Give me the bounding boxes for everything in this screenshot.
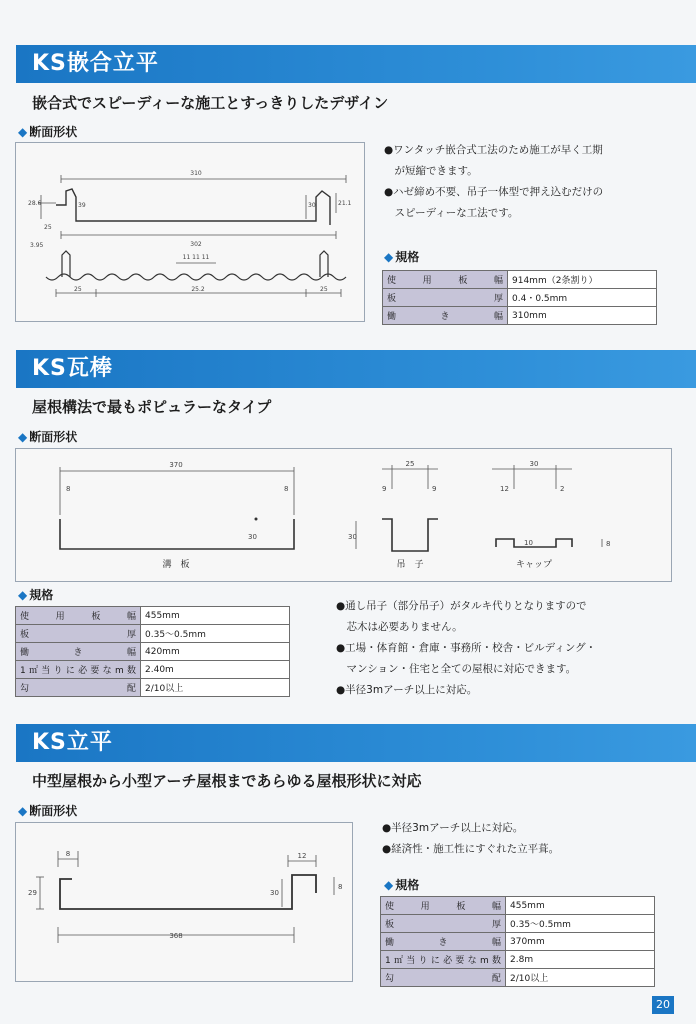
table-row — [16, 625, 290, 643]
section-label-cross-section: ◆ 断面形状 — [18, 802, 77, 819]
spec-value: 310mm — [508, 307, 657, 325]
spec-value: 2.40m — [141, 661, 290, 679]
table-row — [383, 271, 657, 289]
spec-label: ◆ 規格 — [384, 248, 419, 265]
section-title-ks-kawarabou: KS瓦棒 — [16, 350, 696, 388]
dim-cap-b: 10 — [524, 539, 533, 547]
dim-cap-e1: 12 — [500, 485, 509, 493]
cross-section-diagram — [16, 449, 671, 581]
section-title-ks-kangou-tatehira: KS嵌合立平 — [16, 45, 696, 83]
spec-key: 働き幅 — [381, 933, 506, 951]
dim-clip-e1: 9 — [382, 485, 387, 493]
section-label-cross-section: ◆ 断面形状 — [18, 428, 77, 445]
bullet-text: スピーディーな工法です。 — [384, 207, 519, 219]
spec-value: 420mm — [141, 643, 290, 661]
spec-key: 板厚 — [383, 289, 508, 307]
spec-value: 2/10以上 — [506, 969, 655, 987]
dim-d5: 21.1 — [338, 200, 352, 207]
section-subtitle: 中型屋根から小型アーチ屋根まであらゆる屋根形状に対応 — [32, 772, 422, 790]
dim-clip-w: 25 — [405, 460, 415, 468]
dim-d9: 25.2 — [191, 286, 205, 293]
table-row — [16, 661, 290, 679]
dim-d2: 39 — [78, 202, 86, 209]
dim-tray-e2: 8 — [284, 485, 289, 493]
spec-table — [382, 270, 657, 325]
table-row — [381, 933, 655, 951]
dim-d8: 25 — [74, 286, 82, 293]
page-number: 20 — [652, 996, 674, 1014]
cross-section-diagram-box — [15, 142, 365, 322]
table-row — [383, 289, 657, 307]
s3-bullets — [382, 818, 559, 860]
spec-key: 使用板幅 — [383, 271, 508, 289]
spec-value: 370mm — [506, 933, 655, 951]
table-row — [381, 915, 655, 933]
spec-table — [380, 896, 655, 987]
dim-e2: 12 — [297, 852, 307, 860]
table-row — [381, 951, 655, 969]
bullet-text: ●ハゼ締め不要、吊子一体型で押え込むだけの — [384, 186, 604, 198]
dim-top: 310 — [190, 170, 202, 177]
dim-bottom: 302 — [190, 241, 202, 248]
spec-value: 0.35～0.5mm — [141, 625, 290, 643]
table-row — [381, 897, 655, 915]
dim-tray-h: 30 — [248, 533, 257, 541]
spec-value: 0.35～0.5mm — [506, 915, 655, 933]
dim-cap-e2: 2 — [560, 485, 565, 493]
dim-cap-w: 30 — [529, 460, 539, 468]
spec-key: 板厚 — [381, 915, 506, 933]
spec-value: 0.4・0.5mm — [508, 289, 657, 307]
section-subtitle: 嵌合式でスピーディーな施工とすっきりしたデザイン — [32, 94, 389, 112]
bullet-text: が短縮できます。 — [384, 165, 478, 177]
dim-tray-e1: 8 — [66, 485, 71, 493]
dim-e1: 8 — [65, 850, 71, 858]
cross-section-diagram-box — [15, 822, 353, 982]
section-label-cross-section: ◆ 断面形状 — [18, 123, 77, 140]
bullet-text: ●半径3mアーチ以上に対応。 — [336, 684, 478, 696]
cross-section-diagram — [16, 143, 364, 321]
dim-cap-h: 8 — [606, 540, 611, 548]
bullet-text: マンション・住宅と全ての屋根に対応できます。 — [336, 663, 577, 675]
dim-e3: 8 — [338, 883, 343, 891]
dim-w: 368 — [169, 932, 183, 940]
spec-key: 使用板幅 — [381, 897, 506, 915]
spec-label: ◆ 規格 — [18, 586, 53, 603]
table-row — [16, 607, 290, 625]
spec-value: 2/10以上 — [141, 679, 290, 697]
bullet-text: ●工場・体育館・倉庫・事務所・校舎・ビルディング・ — [336, 642, 597, 654]
spec-value: 914mm（2条割り） — [508, 271, 657, 289]
dim-clip-e2: 9 — [432, 485, 437, 493]
bullet-text: ●通し吊子（部分吊子）がタルキ代りとなりますので — [336, 600, 587, 612]
spec-value: 2.8m — [506, 951, 655, 969]
cross-section-diagram — [16, 823, 352, 981]
section-subtitle: 屋根構法で最もポピュラーなタイプ — [32, 398, 272, 416]
cross-section-diagram-box — [15, 448, 672, 582]
table-row — [16, 679, 290, 697]
table-row — [383, 307, 657, 325]
spec-label: ◆ 規格 — [384, 876, 419, 893]
spec-key: 板厚 — [16, 625, 141, 643]
dim-h2: 30 — [270, 889, 279, 897]
caption-clip: 吊 子 — [396, 560, 424, 570]
spec-key: 1㎡当りに必要なm数 — [16, 661, 141, 679]
spec-key: 勾配 — [16, 679, 141, 697]
spec-key: 働き幅 — [16, 643, 141, 661]
spec-key: 使用板幅 — [16, 607, 141, 625]
spec-value: 455mm — [506, 897, 655, 915]
dim-d4: 30 — [308, 202, 316, 209]
bullet-text: 芯木は必要ありません。 — [336, 621, 463, 633]
dim-d6: 3.95 — [30, 242, 44, 249]
bullet-text: ●経済性・施工性にすぐれた立平葺。 — [382, 843, 560, 855]
dim-clip-h: 30 — [348, 533, 357, 541]
bullet-text: ●ワンタッチ嵌合式工法のため施工が早く工期 — [384, 144, 603, 156]
s1-bullets — [384, 140, 603, 224]
dim-d7: 11 11 11 — [182, 254, 210, 261]
dim-d1: 28.6 — [28, 200, 42, 207]
caption-cap: キャップ — [515, 560, 553, 570]
s2-bullets — [336, 596, 596, 701]
spec-value: 455mm — [141, 607, 290, 625]
spec-key: 働き幅 — [383, 307, 508, 325]
bullet-text: ●半径3mアーチ以上に対応。 — [382, 822, 524, 834]
caption-tray: 溝 板 — [162, 560, 190, 570]
section-title-ks-tatehira: KS立平 — [16, 724, 696, 762]
spec-key: 1㎡当りに必要なm数 — [381, 951, 506, 969]
dim-d3: 25 — [44, 224, 52, 231]
dim-tray-w: 370 — [169, 461, 183, 469]
spec-key: 勾配 — [381, 969, 506, 987]
table-row — [381, 969, 655, 987]
dim-h1: 29 — [28, 889, 37, 897]
dim-d10: 25 — [320, 286, 328, 293]
spec-table — [15, 606, 290, 697]
table-row — [16, 643, 290, 661]
